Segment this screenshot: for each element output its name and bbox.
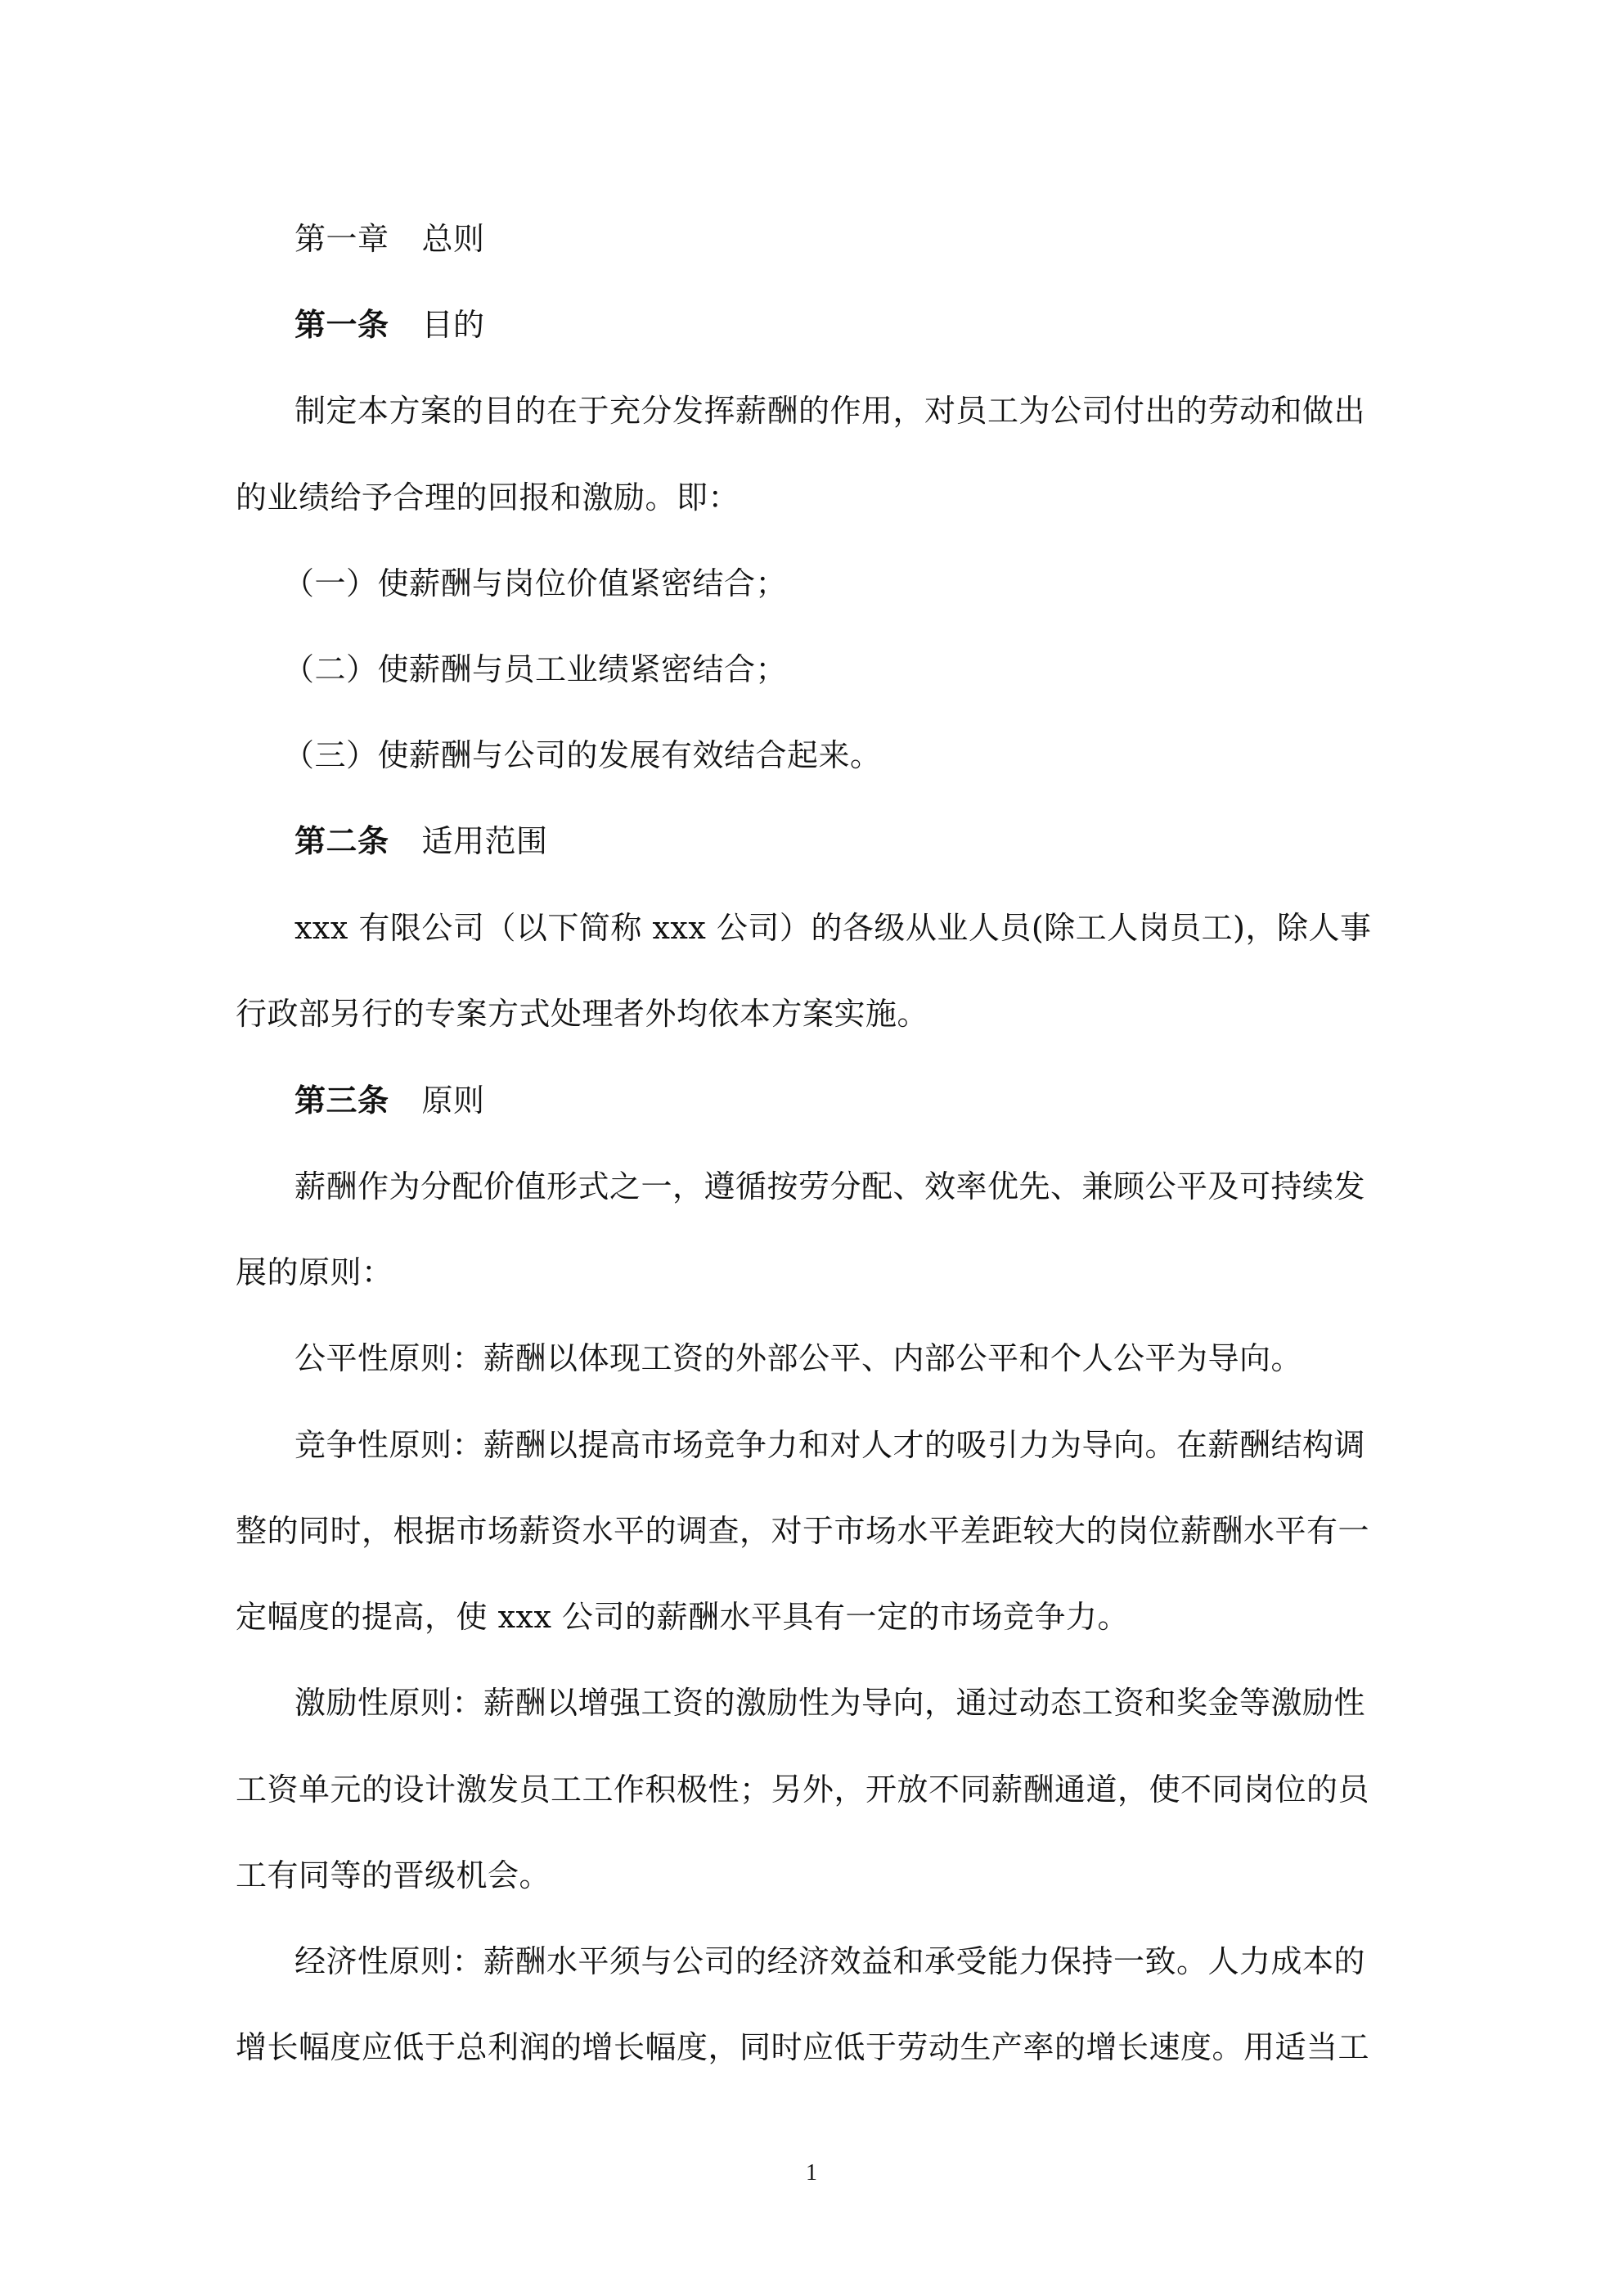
article-3-paragraph-line: 展的原则： — [236, 1254, 393, 1290]
article-3-title: 原则 — [421, 1083, 485, 1119]
economy-principle-line: 增长幅度应低于总利润的增长幅度，同时应低于劳动生产率的增长速度。用适当工 — [236, 2029, 1370, 2065]
article-3-label: 第三条 — [294, 1083, 389, 1119]
chapter-title: 总则 — [421, 221, 485, 257]
article-2-paragraph-line: xxx 有限公司（以下简称 xxx 公司）的各级从业人员(除工人岗员工)，除人事 — [294, 910, 1372, 946]
article-1-heading — [294, 307, 485, 343]
competitiveness-principle-line: 整的同时，根据市场薪资水平的调查，对于市场水平差距较大的岗位薪酬水平有一 — [236, 1513, 1370, 1549]
incentive-principle-line: 激励性原则：薪酬以增强工资的激励性为导向，通过动态工资和奖金等激励性 — [294, 1685, 1366, 1721]
article-1-title: 目的 — [421, 307, 485, 343]
competitiveness-principle-line: 竞争性原则：薪酬以提高市场竞争力和对人才的吸引力为导向。在薪酬结构调 — [294, 1427, 1366, 1463]
article-1-list-item: （三）使薪酬与公司的发展有效结合起来。 — [283, 737, 882, 773]
article-1-list-item: （一）使薪酬与岗位价值紧密结合； — [283, 565, 788, 601]
article-3-paragraph-line: 薪酬作为分配价值形式之一，遵循按劳分配、效率优先、兼顾公平及可持续发 — [294, 1168, 1366, 1204]
article-3-heading — [294, 1083, 485, 1119]
article-2-title: 适用范围 — [421, 823, 548, 859]
article-1-list-item: （二）使薪酬与员工业绩紧密结合； — [283, 651, 788, 687]
article-2-heading — [294, 823, 548, 859]
page-number: 1 — [806, 2160, 817, 2186]
incentive-principle-line: 工有同等的晋级机会。 — [236, 1857, 551, 1893]
chapter-heading — [294, 221, 485, 257]
fairness-principle-line: 公平性原则：薪酬以体现工资的外部公平、内部公平和个人公平为导向。 — [294, 1340, 1303, 1376]
competitiveness-principle-line: 定幅度的提高，使 xxx 公司的薪酬水平具有一定的市场竞争力。 — [236, 1599, 1129, 1635]
incentive-principle-line: 工资单元的设计激发员工工作积极性；另外，开放不同薪酬通道，使不同岗位的员 — [236, 1772, 1370, 1808]
article-1-paragraph-line: 制定本方案的目的在于充分发挥薪酬的作用，对员工为公司付出的劳动和做出 — [294, 393, 1366, 429]
article-1-label: 第一条 — [294, 307, 389, 343]
article-1-paragraph-line: 的业绩给予合理的回报和激励。即： — [236, 479, 740, 515]
chapter-number: 第一章 — [294, 221, 389, 257]
article-2-paragraph-line: 行政部另行的专案方式处理者外均依本方案实施。 — [236, 996, 929, 1032]
economy-principle-line: 经济性原则：薪酬水平须与公司的经济效益和承受能力保持一致。人力成本的 — [294, 1943, 1366, 1979]
article-2-label: 第二条 — [294, 823, 389, 859]
